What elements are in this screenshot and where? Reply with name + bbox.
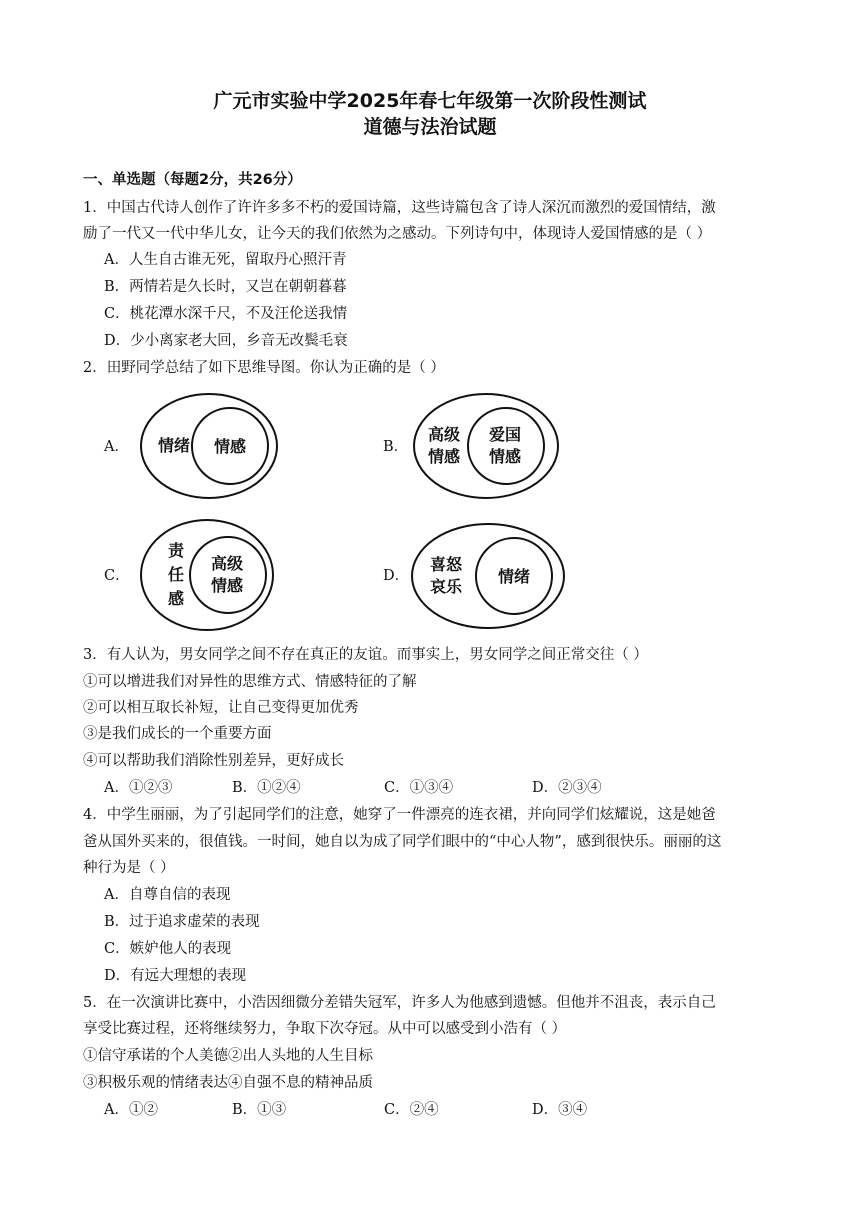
q5-option-a: A．①② bbox=[104, 1102, 158, 1118]
outer-text: 情绪 bbox=[158, 436, 191, 455]
q4-stem-line2: 爸从国外买来的，很值钱。一时间，她自以为成了同学们眼中的“中心人物”，感到很快乐。丽丽的这 bbox=[83, 834, 722, 850]
outer-text-line1: 责 bbox=[168, 541, 185, 560]
q3-option-b: B．①②④ bbox=[232, 780, 301, 796]
q1-stem-line2: 励了一代又一代中华儿女，让今天的我们依然为之感动。下列诗句中，体现诗人爱国情感的是（ ） bbox=[83, 226, 712, 242]
q4-stem-line3: 种行为是（ ） bbox=[83, 860, 175, 876]
q1-option-a: A．人生自古谁无死，留取丹心照汗青 bbox=[104, 252, 347, 268]
q2-option-d-label: D． bbox=[383, 568, 410, 584]
inner-text-line2: 情感 bbox=[211, 576, 244, 595]
inner-text-line2: 情感 bbox=[489, 447, 522, 466]
q2-diagram-c bbox=[136, 516, 278, 634]
outer-text-line1: 喜怒 bbox=[430, 555, 463, 574]
exam-title: 广元市实验中学2025年春七年级第一次阶段性测试 bbox=[213, 90, 647, 112]
outer-text-line2: 哀乐 bbox=[430, 577, 463, 596]
exam-subtitle: 道德与法治试题 bbox=[363, 116, 497, 138]
q5-items-line2: ③积极乐观的情绪表达④自强不息的精神品质 bbox=[83, 1075, 373, 1091]
q5-stem-line1: 5．在一次演讲比赛中，小浩因细微分差错失冠军，许多人为他感到遗憾。但他并不沮丧，表示自己 bbox=[83, 995, 716, 1011]
inner-text: 情绪 bbox=[498, 567, 531, 586]
q2-option-c-label: C． bbox=[104, 568, 130, 584]
outer-ellipse bbox=[141, 520, 273, 630]
q3-item-1: ①可以增进我们对异性的思维方式、情感特征的了解 bbox=[83, 674, 417, 690]
q3-item-2: ②可以相互取长补短，让自己变得更加优秀 bbox=[83, 700, 359, 716]
outer-ellipse bbox=[414, 394, 558, 498]
q5-option-b: B．①③ bbox=[232, 1102, 287, 1118]
inner-circle bbox=[190, 537, 266, 613]
inner-text-line1: 爱国 bbox=[489, 425, 522, 444]
q1-option-d: D．少小离家老大回，乡音无改鬓毛衰 bbox=[104, 333, 348, 349]
q5-stem-line2: 享受比赛过程，还将继续努力，争取下次夺冠。从中可以感受到小浩有（ ） bbox=[83, 1021, 567, 1037]
q4-option-c: C．嫉妒他人的表现 bbox=[104, 941, 232, 957]
q2-diagram-b bbox=[410, 390, 562, 502]
outer-text-line2: 任 bbox=[168, 565, 185, 584]
outer-text-line2: 情感 bbox=[428, 447, 461, 466]
q5-items-line1: ①信守承诺的个人美德②出人头地的人生目标 bbox=[83, 1048, 373, 1064]
q5-option-d: D．③④ bbox=[532, 1102, 588, 1118]
inner-circle bbox=[468, 408, 544, 484]
q1-option-c: C．桃花潭水深千尺，不及汪伦送我情 bbox=[104, 306, 348, 322]
q3-item-4: ④可以帮助我们消除性别差异，更好成长 bbox=[83, 753, 344, 769]
section-heading: 一、单选题（每题2分，共26分） bbox=[83, 172, 302, 188]
q2-diagram-d bbox=[408, 520, 568, 632]
q4-option-d: D．有远大理想的表现 bbox=[104, 968, 247, 984]
outer-text-line1: 高级 bbox=[428, 425, 461, 444]
q2-option-b-label: B． bbox=[383, 439, 409, 455]
q4-option-a: A．自尊自信的表现 bbox=[104, 887, 231, 903]
q3-stem: 3．有人认为，男女同学之间不存在真正的友谊。而事实上，男女同学之间正常交往（ ） bbox=[83, 647, 648, 663]
q2-diagram-a bbox=[138, 390, 280, 502]
q5-option-c: C．②④ bbox=[384, 1102, 439, 1118]
q1-stem-line1: 1．中国古代诗人创作了许许多多不朽的爱国诗篇，这些诗篇包含了诗人深沉而激烈的爱国情结，激 bbox=[83, 200, 716, 216]
outer-ellipse bbox=[412, 524, 564, 628]
q3-item-3: ③是我们成长的一个重要方面 bbox=[83, 726, 272, 742]
q2-stem: 2．田野同学总结了如下思维导图。你认为正确的是（ ） bbox=[83, 360, 445, 376]
q3-option-c: C．①③④ bbox=[384, 780, 454, 796]
outer-text-line3: 感 bbox=[168, 589, 185, 608]
q3-option-a: A．①②③ bbox=[104, 780, 173, 796]
q4-stem-line1: 4．中学生丽丽，为了引起同学们的注意，她穿了一件漂亮的连衣裙，并向同学们炫耀说，这是她爸 bbox=[83, 807, 716, 823]
q2-option-a-label: A． bbox=[104, 439, 129, 455]
inner-text: 情感 bbox=[214, 437, 247, 456]
q3-option-d: D．②③④ bbox=[532, 780, 602, 796]
inner-text-line1: 高级 bbox=[211, 554, 244, 573]
q1-option-b: B．两情若是久长时，又岂在朝朝暮暮 bbox=[104, 279, 347, 295]
q4-option-b: B．过于追求虚荣的表现 bbox=[104, 914, 260, 930]
